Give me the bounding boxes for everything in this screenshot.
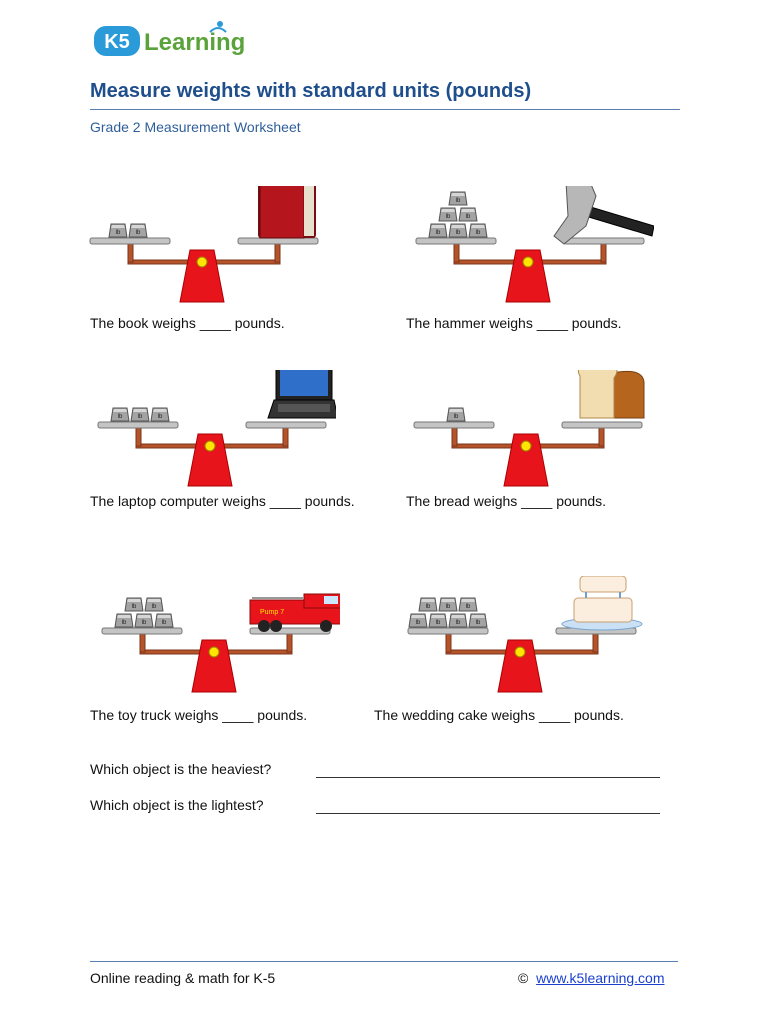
weight-stack-book: [109, 224, 147, 237]
hammer-icon: [554, 186, 654, 244]
footer-tagline: Online reading & math for K-5: [90, 970, 276, 986]
scale-laptop: [96, 370, 336, 500]
weight-stack-hammer: [429, 192, 487, 237]
footer-copyright: [518, 970, 665, 986]
caption-laptop: The laptop computer weighs ____ pounds.: [90, 493, 355, 509]
header-divider: [90, 109, 680, 110]
weight-stack-laptop: [111, 408, 169, 421]
scale-toy-truck: [100, 576, 340, 706]
svg-text:Learning: Learning: [144, 29, 246, 56]
footer-divider: [90, 961, 678, 962]
scale-wedding-cake: [406, 576, 646, 706]
caption-bread: The bread weighs ____ pounds.: [406, 493, 607, 509]
scale-book: [88, 186, 328, 316]
scale-bread: [412, 370, 652, 500]
wedding-cake-icon: [562, 576, 642, 630]
k5-learning-logo: [92, 18, 262, 62]
answer-line-lightest[interactable]: [316, 813, 660, 814]
question-lightest: Which object is the lightest?: [90, 797, 264, 813]
weight-stack-toy-truck: [115, 598, 173, 627]
caption-wedding-cake: The wedding cake weighs ____ pounds.: [374, 707, 624, 723]
footer-link[interactable]: www.k5learning.com: [536, 970, 665, 986]
book-icon: [258, 186, 316, 238]
answer-line-heaviest[interactable]: [316, 777, 660, 778]
weight-stack-wedding-cake: [409, 598, 487, 627]
question-heaviest: Which object is the heaviest?: [90, 761, 272, 777]
laptop-icon: [268, 370, 336, 418]
page-subtitle: Grade 2 Measurement Worksheet: [90, 119, 301, 135]
truck-label: Pump 7: [260, 609, 285, 616]
svg-text:K5: K5: [104, 31, 130, 53]
scale-hammer: [414, 186, 654, 316]
caption-book: The book weighs ____ pounds.: [90, 315, 285, 331]
weight-stack-bread: [447, 408, 465, 421]
fire-truck-icon: [250, 594, 340, 632]
copyright-symbol: ©: [518, 970, 529, 986]
page-title: Measure weights with standard units (pounds): [90, 80, 532, 102]
bread-icon: [578, 370, 644, 418]
caption-hammer: The hammer weighs ____ pounds.: [406, 315, 622, 331]
caption-toy-truck: The toy truck weighs ____ pounds.: [90, 707, 308, 723]
